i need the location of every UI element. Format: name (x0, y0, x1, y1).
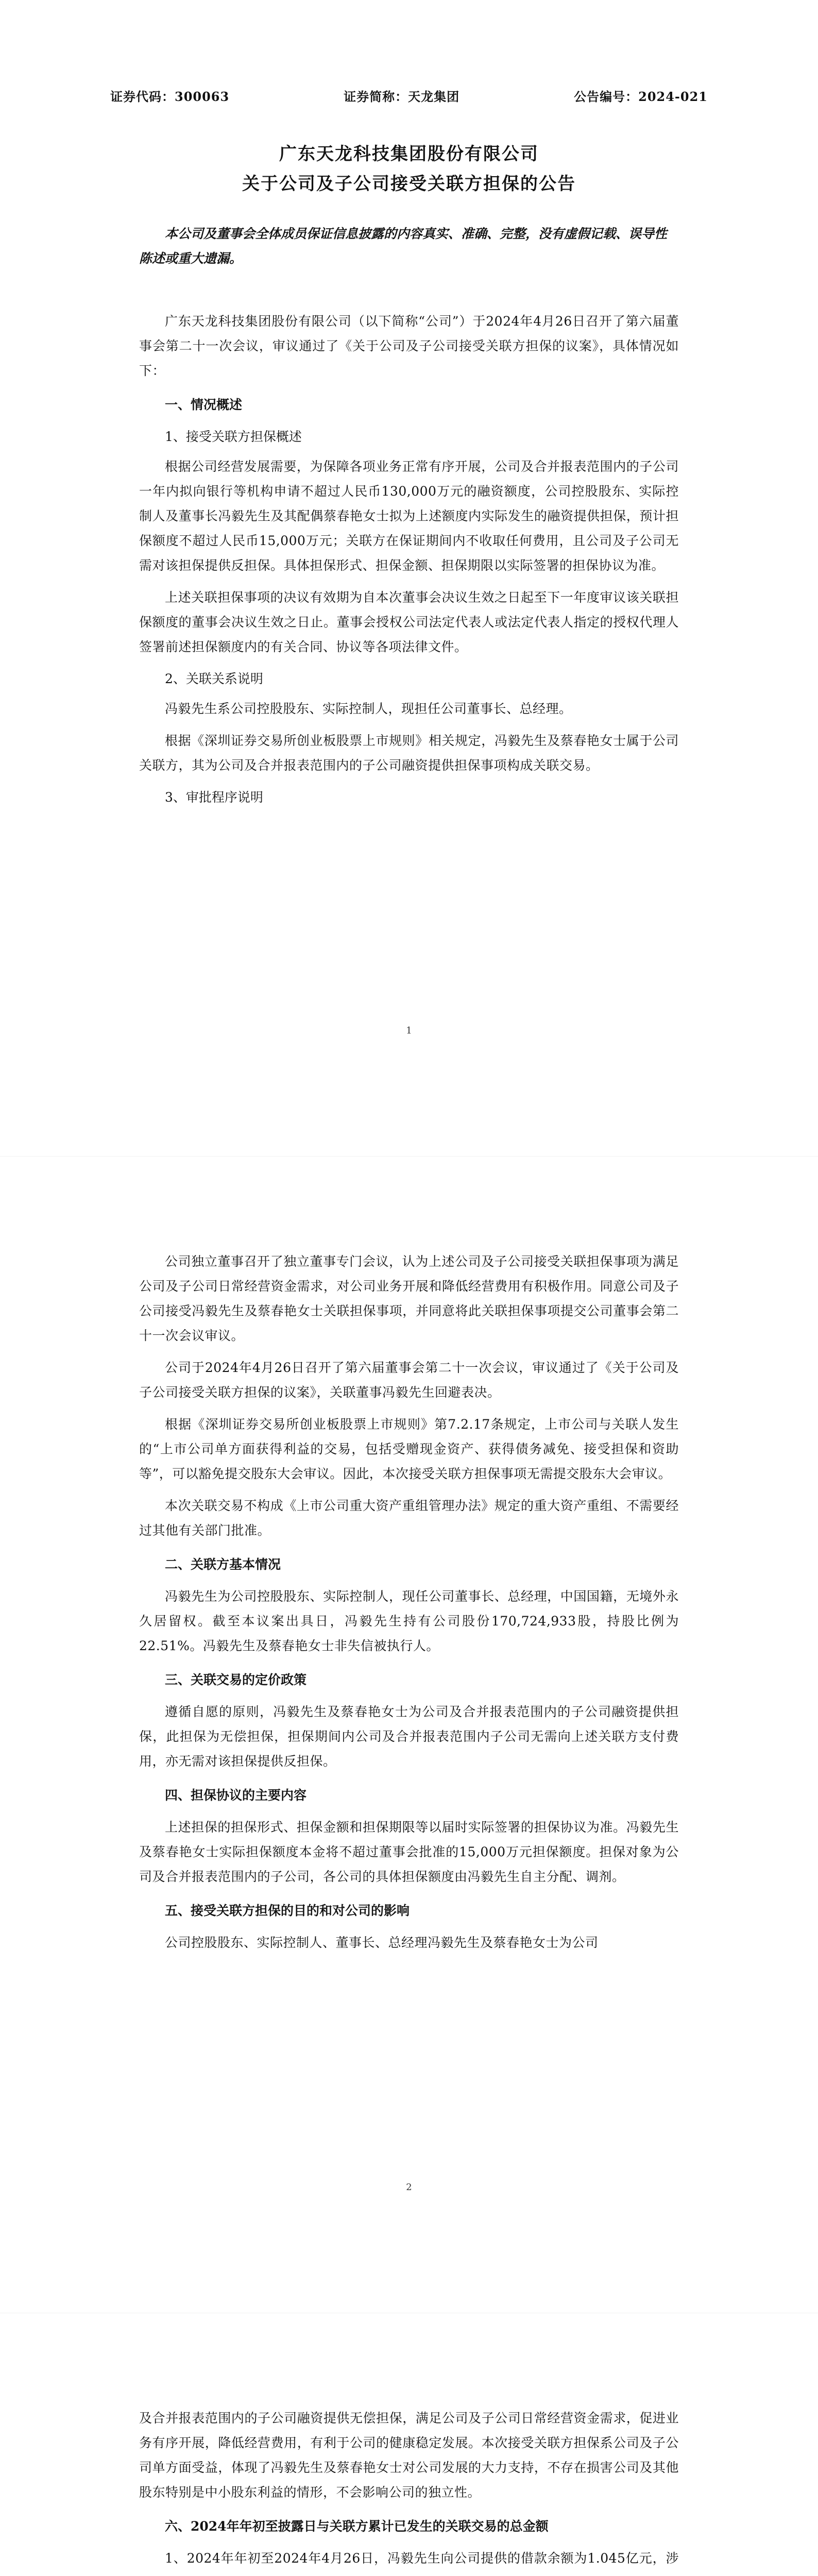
paragraph: 及合并报表范围内的子公司融资提供无偿担保，满足公司及子公司日常经营资金需求，促进业务有序开展，降低经营费用，有利于公司的健康稳定发展。本次接受关联方担保系公司及子公司单方面受益，体现了冯毅先生及蔡春艳女士对公司发展的大力支持，不存在损害公司及其他股东特别是中小股东利益的情形，不会影响公司的独立性。 (139, 2411, 679, 2500)
subsection-1-3: 3、审批程序说明 (165, 790, 263, 805)
section-3-heading: 三、关联交易的定价政策 (165, 1672, 307, 1687)
section-1-heading: 一、情况概述 (165, 397, 243, 412)
page-3 (0, 2313, 818, 2576)
paragraph: 根据《深圳证券交易所创业板股票上市规则》第7.2.17条规定，上市公司与关联人发生的“上市公司单方面获得利益的交易，包括受赠现金资产、获得债务减免、接受担保和资助等”，可以豁免提交股东大会审议。因此，本次接受关联方担保事项无需提交股东大会审议。 (139, 1417, 679, 1481)
title-line-2: 关于公司及子公司接受关联方担保的公告 (242, 174, 576, 194)
stock-abbr: 证券简称：天龙集团 (344, 89, 460, 104)
section-5-heading: 五、接受关联方担保的目的和对公司的影响 (165, 1903, 410, 1918)
title-line-1: 广东天龙科技集团股份有限公司 (279, 144, 539, 164)
paragraph: 1、2024年年初至2024年4月26日，冯毅先生向公司提供的借款余额为1.045亿元，涉 (165, 2551, 679, 2566)
page-1 (0, 0, 818, 1157)
stock-code: 证券代码：300063 (110, 89, 230, 104)
section-4-heading: 四、担保协议的主要内容 (165, 1788, 307, 1803)
board-guarantee-notice: 本公司及董事会全体成员保证信息披露的内容真实、准确、完整，没有虚假记载、误导性陈述或重大遗漏。 (139, 226, 668, 266)
section-6-heading: 六、2024年年初至披露日与关联方累计已发生的关联交易的总金额 (165, 2519, 549, 2534)
page-3-body (139, 2406, 679, 2576)
paragraph: 本次关联交易不构成《上市公司重大资产重组管理办法》规定的重大资产重组、不需要经过其他有关部门批准。 (139, 1498, 679, 1538)
paragraph: 根据《深圳证券交易所创业板股票上市规则》相关规定，冯毅先生及蔡春艳女士属于公司关联方，其为公司及合并报表范围内的子公司融资提供担保事项构成关联交易。 (139, 733, 679, 773)
paragraph: 冯毅先生为公司控股股东、实际控制人，现任公司董事长、总经理，中国国籍，无境外永久居留权。截至本议案出具日，冯毅先生持有公司股份170,724,933股，持股比例为22.51%。冯毅先生及蔡春艳女士非失信被执行人。 (139, 1589, 679, 1653)
notice-number: 公告编号：2024-021 (574, 89, 708, 104)
paragraph: 上述关联担保事项的决议有效期为自本次董事会决议生效之日起至下一年度审议该关联担保额度的董事会决议生效之日止。董事会授权公司法定代表人或法定代表人指定的授权代理人签署前述担保额度内的有关合同、协议等各项法律文件。 (139, 590, 679, 654)
intro-paragraph: 广东天龙科技集团股份有限公司（以下简称“公司”）于2024年4月26日召开了第六届董事会第二十一次会议，审议通过了《关于公司及子公司接受关联方担保的议案》，具体情况如下： (139, 314, 679, 378)
page-2 (0, 1157, 818, 2313)
section-2-heading: 二、关联方基本情况 (165, 1557, 281, 1572)
paragraph: 上述担保的担保形式、担保金额和担保期限等以届时实际签署的担保协议为准。冯毅先生及蔡春艳女士实际担保额度本金将不超过董事会批准的15,000万元担保额度。担保对象为公司及合并报表范围内的子公司，各公司的具体担保额度由冯毅先生自主分配、调剂。 (139, 1820, 679, 1884)
page-number: 2 (406, 2182, 412, 2193)
paragraph: 冯毅先生系公司控股股东、实际控制人，现担任公司董事长、总经理。 (165, 701, 572, 716)
document-header (110, 87, 708, 105)
subsection-1-2: 2、关联关系说明 (165, 671, 263, 686)
document-title (0, 139, 818, 199)
subsection-1-1: 1、接受关联方担保概述 (165, 429, 302, 444)
page-number: 1 (406, 1025, 412, 1036)
paragraph: 根据公司经营发展需要，为保障各项业务正常有序开展，公司及合并报表范围内的子公司一年内拟向银行等机构申请不超过人民币130,000万元的融资额度，公司控股股东、实际控制人及董事长冯毅先生及其配偶蔡春艳女士拟为上述额度内实际发生的融资提供担保，预计担保额度不超过人民币15,000万元；关联方在保证期间内不收取任何费用，且公司及子公司无需对该担保提供反担保。具体担保形式、担保金额、担保期限以实际签署的担保协议为准。 (139, 459, 679, 573)
paragraph: 遵循自愿的原则，冯毅先生及蔡春艳女士为公司及合并报表范围内的子公司融资提供担保，此担保为无偿担保，担保期间内公司及合并报表范围内子公司无需向上述关联方支付费用，亦无需对该担保提供反担保。 (139, 1704, 679, 1769)
paragraph: 公司独立董事召开了独立董事专门会议，认为上述公司及子公司接受关联担保事项为满足公司及子公司日常经营资金需求，对公司业务开展和降低经营费用有积极作用。同意公司及子公司接受冯毅先生及蔡春艳女士关联担保事项，并同意将此关联担保事项提交公司董事会第二十一次会议审议。 (139, 1254, 679, 1343)
page-1-body (139, 309, 679, 815)
paragraph: 公司于2024年4月26日召开了第六届董事会第二十一次会议，审议通过了《关于公司及子公司接受关联方担保的议案》，关联董事冯毅先生回避表决。 (139, 1360, 679, 1400)
page-2-body (139, 1249, 679, 1962)
paragraph: 公司控股股东、实际控制人、董事长、总经理冯毅先生及蔡春艳女士为公司 (165, 1935, 599, 1950)
